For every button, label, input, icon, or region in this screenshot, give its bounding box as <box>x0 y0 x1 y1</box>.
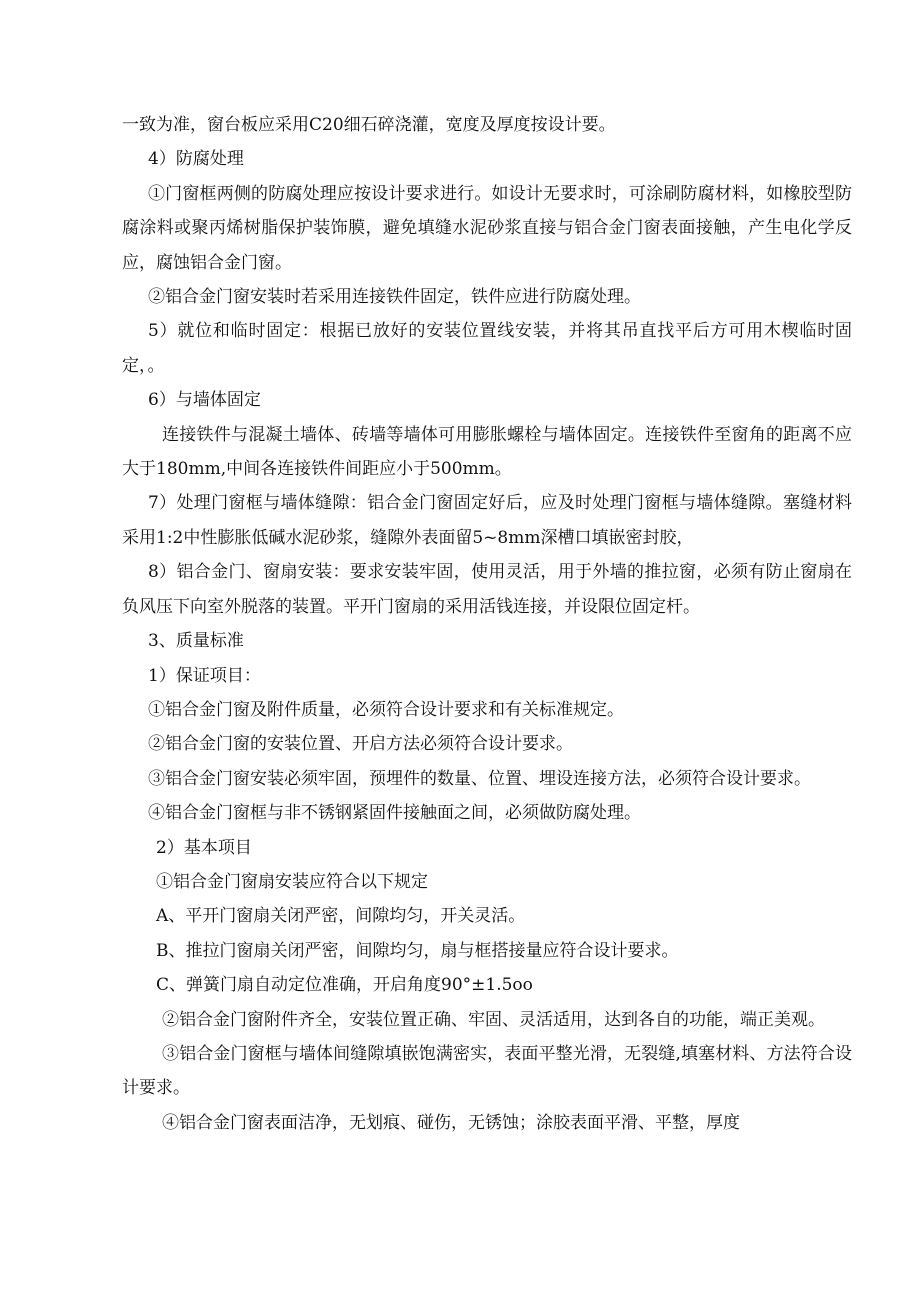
paragraph-temporary-fixing: 5）就位和临时固定：根据已放好的安装位置线安装，并将其吊直找平后方可用木楔临时固定，。 <box>122 321 852 376</box>
paragraph-basic-4: ④铝合金门窗表面洁净，无划痕、碰伤，无锈蚀；涂胶表面平滑、平整，厚度 <box>162 1112 740 1133</box>
heading-basic-items: 2）基本项目 <box>156 837 252 858</box>
paragraph-guarantee-4: ④铝合金门窗框与非不锈钢紧固件接触面之间，必须做防腐处理。 <box>148 803 641 824</box>
paragraph-basic-1b: B、推拉门窗扇关闭严密，间隙均匀，扇与框搭接量应符合设计要求。 <box>156 940 679 961</box>
paragraph-wall-fixing: 连接铁件与混凝土墙体、砖墙等墙体可用膨胀螺栓与墙体固定。连接铁件至窗角的距离不应大于180mm,中间各连接铁件间距应小于500mm。 <box>122 424 852 480</box>
heading-anticorrosion: 4）防腐处理 <box>148 149 244 170</box>
paragraph-basic-1c: C、弹簧门扇自动定位准确，开启角度90°±1.5oo <box>156 975 533 996</box>
paragraph-basic-1a: A、平开门窗扇关闭严密，间隙均匀，开关灵活。 <box>156 906 526 927</box>
paragraph-basic-1: ①铝合金门窗扇安装应符合以下规定 <box>156 871 428 892</box>
paragraph-basic-2: ②铝合金门窗附件齐全，安装位置正确、牢固、灵活适用，达到各自的功能，端正美观。 <box>162 1009 825 1030</box>
paragraph-guarantee-3: ③铝合金门窗安装必须牢固，预埋件的数量、位置、埋设连接方法，必须符合设计要求。 <box>148 768 811 789</box>
heading-guarantee-items: 1）保证项目： <box>148 665 261 686</box>
paragraph-gap-treatment: 7）处理门窗框与墙体缝隙：铝合金门窗固定好后，应及时处理门窗框与墙体缝隙。塞缝材料采用1:2中性膨胀低碱水泥砂浆，缝隙外表面留5~8mm深槽口填嵌密封胶， <box>122 493 852 548</box>
heading-quality-standard: 3、质量标准 <box>148 631 244 652</box>
paragraph-guarantee-2: ②铝合金门窗的安装位置、开启方法必须符合设计要求。 <box>148 734 573 755</box>
paragraph-basic-3: ③铝合金门窗框与墙体间缝隙填嵌饱满密实，表面平整光滑，无裂缝,填塞材料、方法符合设计要求。 <box>122 1043 852 1099</box>
heading-wall-fixing: 6）与墙体固定 <box>148 390 261 411</box>
paragraph-guarantee-1: ①铝合金门窗及附件质量，必须符合设计要求和有关标准规定。 <box>148 699 624 720</box>
paragraph-iron-anticorrosion: ②铝合金门窗安装时若采用连接铁件固定，铁件应进行防腐处理。 <box>148 287 641 308</box>
paragraph-window-sill: 一致为准，窗台板应采用C20细石碎浇灌，宽度及厚度按设计要。 <box>122 115 616 135</box>
document-body <box>122 108 852 1140</box>
paragraph-sash-installation: 8）铝合金门、窗扇安装：要求安装牢固，使用灵活，用于外墙的推拉窗，必须有防止窗扇在负风压下向室外脱落的装置。平开门窗扇的采用活钱连接，并设限位固定杆。 <box>122 562 852 617</box>
paragraph-frame-anticorrosion: ①门窗框两侧的防腐处理应按设计要求进行。如设计无要求时，可涂刷防腐材料，如橡胶型防腐涂料或聚丙烯树脂保护装饰膜，避免填缝水泥砂浆直接与铝合金门窗表面接触，产生电化学反应，腐蚀铝合金门窗。 <box>122 183 852 273</box>
